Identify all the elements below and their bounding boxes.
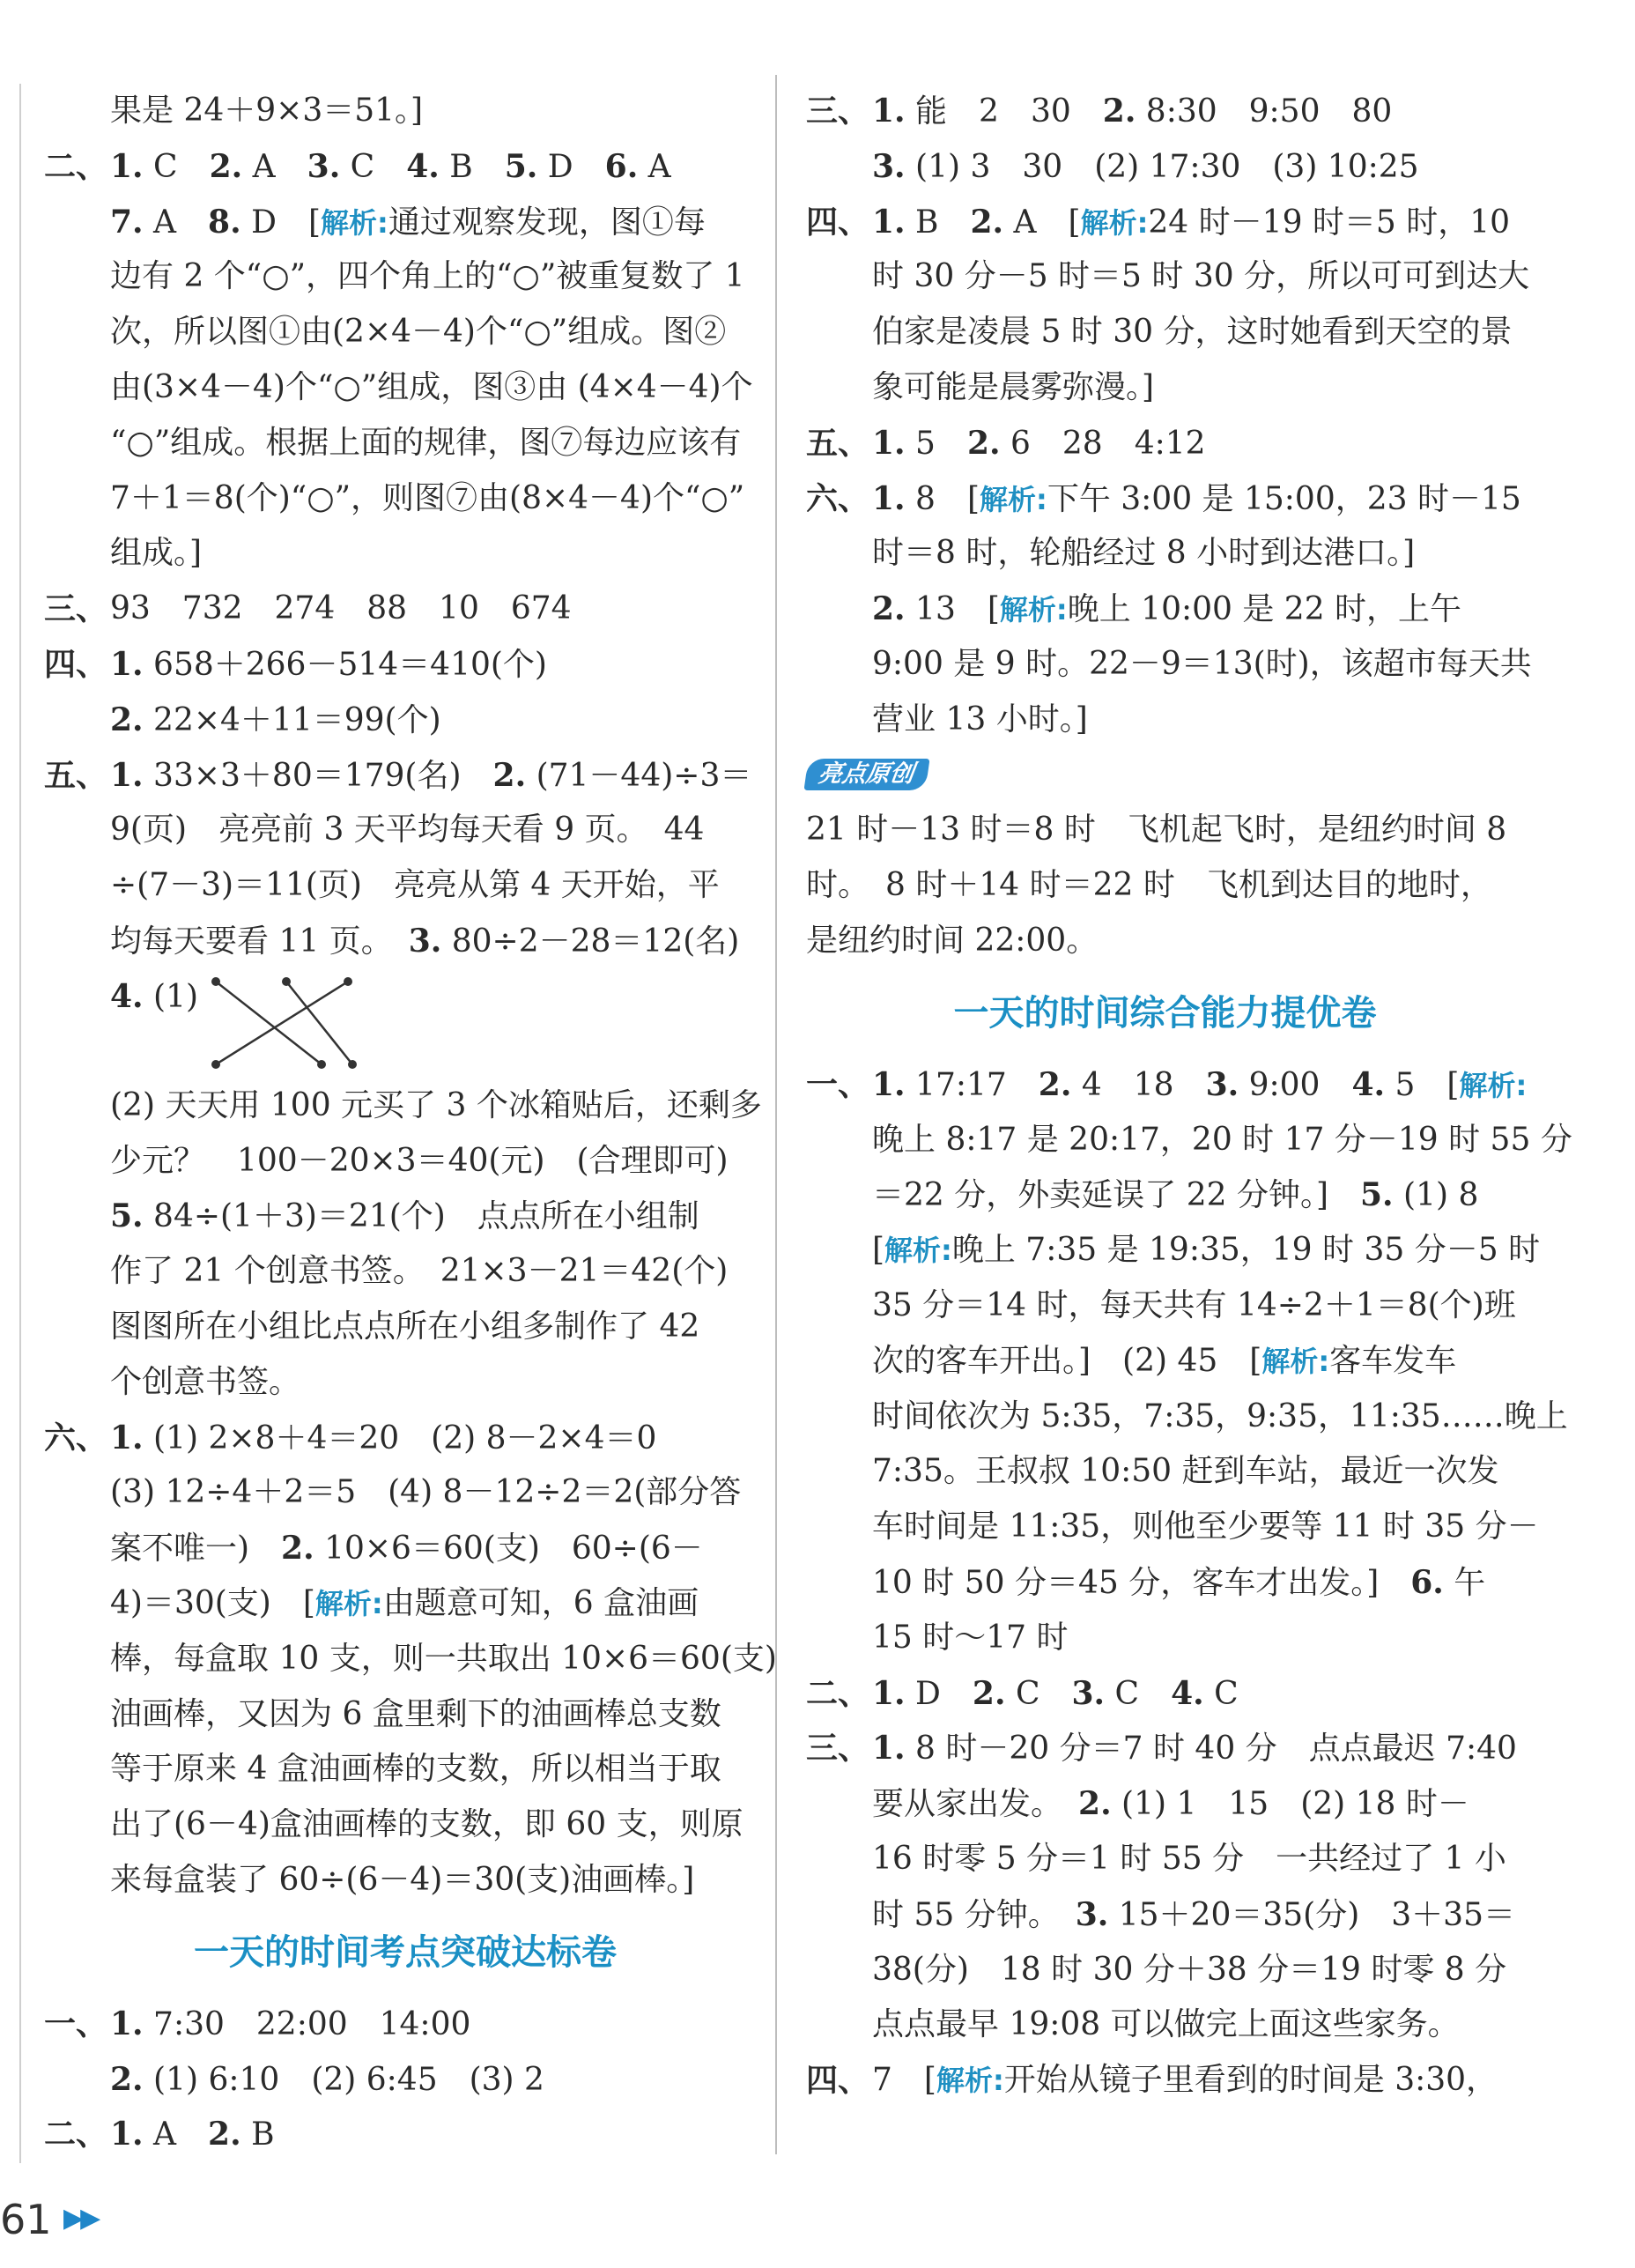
answer-line	[806, 1500, 1539, 1555]
answer-text: 4. (1)	[110, 977, 199, 1015]
analysis-label: 解析:	[999, 593, 1068, 627]
section-number: 五、	[806, 424, 870, 462]
answer-text: 1. (1) 2×8＋4＝20 (2) 8－2×4＝0	[110, 1419, 657, 1456]
highlight-badge-row	[806, 748, 1524, 804]
answer-text: 1. C 2. A 3. C 4. B 5. D 6. A	[110, 147, 671, 185]
answer-text: 案不唯一) 2. 10×6＝60(支) 60÷(6－	[110, 1530, 703, 1568]
answer-line	[806, 914, 1524, 969]
analysis-label: 解析:	[1080, 205, 1149, 240]
question-number: 1.	[110, 2116, 144, 2153]
analysis-label: 解析:	[1261, 1344, 1330, 1378]
answer-text: 棒，每盒取 10 支，则一共取出 10×6＝60(支)	[110, 1640, 777, 1677]
answer-line	[806, 1167, 1524, 1223]
answer-text: 时 30 分－5 时＝5 时 30 分，所以可可到达大	[872, 258, 1530, 295]
answer-line	[806, 139, 1524, 195]
page-number: 61	[0, 2196, 52, 2243]
answer-line	[44, 582, 766, 637]
section-number: 二、	[44, 2116, 108, 2153]
answer-line	[806, 416, 1524, 471]
question-number: 1.	[872, 93, 906, 130]
answer-text: ＝22 分，外卖延误了 22 分钟。] 5. (1) 8	[872, 1176, 1479, 1214]
answer-line	[44, 195, 766, 250]
answer-text: 出了(6－4)盒油画棒的支数，即 60 支，则原	[110, 1806, 744, 1843]
answer-text: 均每天要看 11 页。 3. 80÷2－28＝12(名)	[110, 922, 740, 960]
answer-text: 晚上 8:17 是 20:17，20 时 17 分－19 时 55 分	[872, 1121, 1572, 1158]
analysis-label: 解析:	[1459, 1068, 1528, 1102]
answer-line	[44, 249, 766, 305]
answer-line	[806, 1444, 1524, 1500]
section-number: 二、	[806, 1674, 870, 1712]
matching-line	[216, 982, 348, 1064]
answer-text: 15 时～17 时	[872, 1619, 1069, 1656]
question-number: 1.	[110, 147, 144, 185]
answer-text: 象可能是晨雾弥漫。]	[872, 368, 1155, 405]
answer-line	[806, 858, 1524, 914]
answer-line	[44, 803, 766, 858]
answer-text: 2. 22×4＋11＝99(个)	[110, 700, 441, 738]
question-number: 1.	[872, 1065, 906, 1103]
analysis-label: 解析:	[884, 1234, 952, 1268]
left-margin-rule	[19, 84, 21, 2163]
answer-text: 7:35。王叔叔 10:50 赶到车站，最近一次发	[872, 1453, 1499, 1490]
answer-text: ÷(7－3)＝11(页) 亮亮从第 4 天开始，平	[110, 867, 720, 904]
answer-text: 1. B 2. A [解析:24 时－19 时＝5 时，10	[872, 203, 1511, 241]
answer-text: (2) 天天用 100 元买了 3 个冰箱贴后，还剩多	[110, 1086, 762, 1123]
answer-line	[44, 1632, 777, 1687]
answer-text: 1. D 2. C 3. C 4. C	[872, 1674, 1239, 1712]
answer-text: 21 时－13 时＝8 时 飞机起飞时，是纽约时间 8	[806, 812, 1507, 849]
matching-dot	[317, 1060, 326, 1069]
answer-line	[44, 858, 766, 914]
answer-line	[44, 139, 766, 195]
answer-line	[806, 1832, 1524, 1887]
answer-line	[806, 1611, 1524, 1666]
answer-line	[44, 416, 766, 471]
answer-line	[806, 1390, 1568, 1445]
answer-line	[806, 1334, 1524, 1390]
answer-text: 10 时 50 分＝45 分，客车才出发。] 6. 午	[872, 1563, 1486, 1601]
question-number: 1.	[872, 479, 906, 517]
answer-line	[44, 1997, 766, 2052]
answer-text: 4)＝30(支) [解析:由题意可知，6 盒油画	[110, 1584, 699, 1621]
section-number: 四、	[806, 203, 870, 241]
question-number: 1.	[872, 1674, 906, 1712]
answer-text: 1. 能 2 30 2. 8:30 9:50 80	[872, 93, 1393, 130]
answer-line	[806, 195, 1524, 250]
answer-line	[44, 2052, 766, 2108]
answer-text: “○”组成。根据上面的规律，图⑦每边应该有	[110, 424, 742, 461]
answer-line	[806, 1666, 1524, 1722]
answer-line	[806, 637, 1532, 693]
analysis-label: 解析:	[314, 1586, 383, 1620]
section-number: 六、	[806, 479, 870, 517]
next-page-arrows-icon: ▶▶	[63, 2203, 98, 2234]
section-number: 三、	[806, 93, 870, 130]
answer-text: 油画棒，又因为 6 盒里剩下的油画棒总支数	[110, 1695, 721, 1732]
answer-text: 1. 8 [解析:下午 3:00 是 15:00，23 时－15	[872, 479, 1521, 517]
matching-dot	[344, 977, 352, 986]
answer-text: 由(3×4－4)个“○”组成，图③由 (4×4－4)个	[110, 368, 753, 405]
answer-line	[44, 1134, 766, 1190]
matching-diagram-row	[44, 969, 766, 1078]
question-number: 1.	[110, 756, 144, 794]
section-number: 二、	[44, 147, 108, 185]
answer-line	[806, 526, 1524, 582]
answer-line	[44, 84, 766, 139]
left-column	[44, 84, 777, 2162]
answer-line	[806, 1943, 1524, 1998]
question-number: 1.	[872, 424, 906, 462]
answer-line	[806, 1555, 1524, 1611]
answer-line	[806, 1279, 1524, 1334]
answer-line	[44, 1300, 766, 1355]
answer-text: (3) 12÷4＋2＝5 (4) 8－12÷2＝2(部分答	[110, 1474, 742, 1511]
answer-text: 3. (1) 3 30 (2) 17:30 (3) 10:25	[872, 147, 1419, 185]
answer-line	[806, 305, 1524, 360]
matching-dot	[211, 1060, 220, 1069]
answer-line	[44, 471, 766, 527]
answer-text: 果是 24＋9×3＝51。]	[110, 93, 424, 129]
answer-text: [解析:晚上 7:35 是 19:35，19 时 35 分－5 时	[872, 1232, 1541, 1269]
matching-dot	[211, 977, 220, 986]
answer-text: 5. 84÷(1＋3)＝21(个) 点点所在小组制	[110, 1197, 699, 1235]
answer-line	[806, 803, 1524, 858]
answer-text: 来每盒装了 60÷(6－4)＝30(支)油画棒。]	[110, 1861, 695, 1898]
answer-text: 2. 13 [解析:晚上 10:00 是 22 时，上午	[872, 590, 1462, 628]
answer-text: 是纽约时间 22:00。	[806, 922, 1099, 959]
analysis-label: 解析:	[936, 2064, 1004, 2098]
answer-text: 9(页) 亮亮前 3 天平均每天看 9 页。 44	[110, 812, 705, 849]
answer-line	[44, 1411, 766, 1466]
answer-line	[44, 1244, 766, 1300]
answer-text: 作了 21 个创意书签。 21×3－21＝42(个)	[110, 1253, 729, 1290]
answer-line	[44, 1189, 766, 1244]
matching-line	[216, 982, 322, 1064]
right-column	[806, 84, 1572, 2109]
answer-line	[44, 637, 766, 693]
question-number: 1.	[110, 1419, 144, 1456]
answer-line	[44, 1742, 766, 1797]
section-number: 四、	[44, 645, 108, 683]
answer-text: 2. (1) 6:10 (2) 6:45 (3) 2	[110, 2060, 544, 2098]
answer-text: 93 732 274 88 10 674	[110, 590, 572, 627]
answer-text: 少元？ 100－20×3＝40(元) (合理即可)	[110, 1142, 729, 1179]
answer-text: 时 55 分钟。 3. 15＋20＝35(分) 3＋35＝	[872, 1895, 1515, 1933]
answer-text: 个创意书签。	[110, 1363, 301, 1400]
analysis-label: 解析:	[980, 482, 1047, 516]
answer-text: 等于原来 4 盒油画棒的支数，所以相当于取	[110, 1751, 721, 1788]
answer-text: 7 [解析:开始从镜子里看到的时间是 3:30，	[872, 2062, 1498, 2099]
matching-lines-diagram	[207, 969, 366, 1075]
answer-line	[44, 914, 766, 969]
answer-line	[806, 84, 1524, 139]
column-divider	[775, 75, 777, 2154]
question-number: 1.	[872, 1730, 906, 1768]
answer-text: 次，所以图①由(2×4－4)个“○”组成。图②	[110, 314, 727, 351]
answer-text: 1. 17:17 2. 4 18 3. 9:00 4. 5 [解析:	[872, 1065, 1528, 1103]
section-title: 一天的时间考点突破达标卷	[194, 1931, 617, 1973]
answer-text: 1. 5 2. 6 28 4:12	[872, 424, 1206, 462]
section-number: 三、	[44, 590, 108, 628]
answer-text: 1. 33×3＋80＝179(名) 2. (71－44)÷3＝	[110, 756, 752, 794]
answer-line	[44, 1576, 766, 1632]
answer-line	[806, 1057, 1528, 1113]
section-number: 五、	[44, 756, 108, 794]
analysis-label: 解析:	[321, 205, 388, 240]
answer-text: 营业 13 小时。]	[872, 700, 1088, 737]
answer-text: 点点最早 19:08 可以做完上面这些家务。	[872, 2006, 1460, 2043]
answer-line	[44, 2107, 766, 2162]
answer-text: 次的客车开出。] (2) 45 [解析:客车发车	[872, 1342, 1457, 1379]
answer-line	[44, 305, 766, 360]
answer-line	[44, 526, 766, 582]
matching-dot	[282, 977, 291, 986]
answer-text: 车时间是 11:35，则他至少要等 11 时 35 分－	[872, 1508, 1539, 1545]
answer-line	[44, 1797, 766, 1853]
answer-text: 7. A 8. D [解析:通过观察发现，图①每	[110, 203, 706, 241]
question-number: 1.	[110, 2005, 144, 2042]
answer-line	[44, 360, 766, 416]
answer-line	[806, 1776, 1524, 1832]
answer-line	[806, 582, 1524, 637]
answer-text: 组成。]	[110, 535, 203, 572]
answer-line	[44, 693, 766, 748]
section-number: 六、	[44, 1419, 108, 1456]
answer-line	[44, 1687, 766, 1743]
original-highlight-badge: 亮点原创	[803, 759, 929, 790]
answer-line	[806, 2053, 1524, 2109]
question-number: 1.	[872, 203, 906, 241]
matching-line	[286, 982, 352, 1064]
section-number: 一、	[806, 1065, 870, 1103]
section-title: 一天的时间综合能力提优卷	[953, 992, 1377, 1034]
answer-text: 1. 658＋266－514＝410(个)	[110, 645, 547, 683]
section-number: 四、	[806, 2062, 870, 2100]
answer-text: 38(分) 18 时 30 分＋38 分＝19 时零 8 分	[872, 1951, 1507, 1988]
answer-line	[44, 1521, 766, 1576]
answer-text: 时。 8 时＋14 时＝22 时 飞机到达目的地时，	[806, 867, 1492, 904]
answer-text: 1. 8 时－20 分＝7 时 40 分 点点最迟 7:40	[872, 1730, 1517, 1768]
answer-line	[806, 1223, 1541, 1279]
answer-line	[806, 1721, 1524, 1776]
answer-line	[806, 249, 1530, 305]
matching-dot	[348, 1060, 357, 1069]
section-number: 三、	[806, 1730, 870, 1768]
answer-line	[44, 748, 766, 804]
answer-text: 9:00 是 9 时。22－9＝13(时)，该超市每天共	[872, 645, 1532, 682]
answer-text: 35 分＝14 时，每天共有 14÷2＋1＝8(个)班	[872, 1286, 1516, 1323]
answer-text: 16 时零 5 分＝1 时 55 分 一共经过了 1 小	[872, 1840, 1506, 1877]
answer-line	[44, 1355, 766, 1411]
answer-text: 时＝8 时，轮船经过 8 小时到达港口。]	[872, 535, 1416, 572]
answer-line	[806, 1997, 1524, 2053]
answer-text: 图图所在小组比点点所在小组多制作了 42	[110, 1308, 700, 1345]
answer-line	[44, 1078, 766, 1134]
answer-line	[806, 360, 1524, 416]
section-number: 一、	[44, 2005, 108, 2042]
question-number: 1.	[110, 645, 144, 683]
answer-line	[806, 693, 1524, 748]
answer-text: 要从家出发。 2. (1) 1 15 (2) 18 时－	[872, 1785, 1469, 1823]
answer-text: 边有 2 个“○”，四个角上的“○”被重复数了 1	[110, 258, 745, 295]
answer-line	[44, 1853, 766, 1909]
answer-line	[806, 1887, 1524, 1943]
answer-text: 时间依次为 5:35，7:35，9:35，11:35……晚上	[872, 1397, 1568, 1434]
answer-text: 伯家是凌晨 5 时 30 分，这时她看到天空的景	[872, 314, 1513, 351]
answer-line	[806, 471, 1524, 527]
answer-line	[806, 1113, 1572, 1168]
answer-text: 1. A 2. B	[110, 2116, 275, 2153]
answer-line	[44, 1465, 766, 1521]
answer-text: 7＋1＝8(个)“○”，则图⑦由(8×4－4)个“○”	[110, 479, 745, 516]
answer-text: 1. 7:30 22:00 14:00	[110, 2005, 471, 2042]
